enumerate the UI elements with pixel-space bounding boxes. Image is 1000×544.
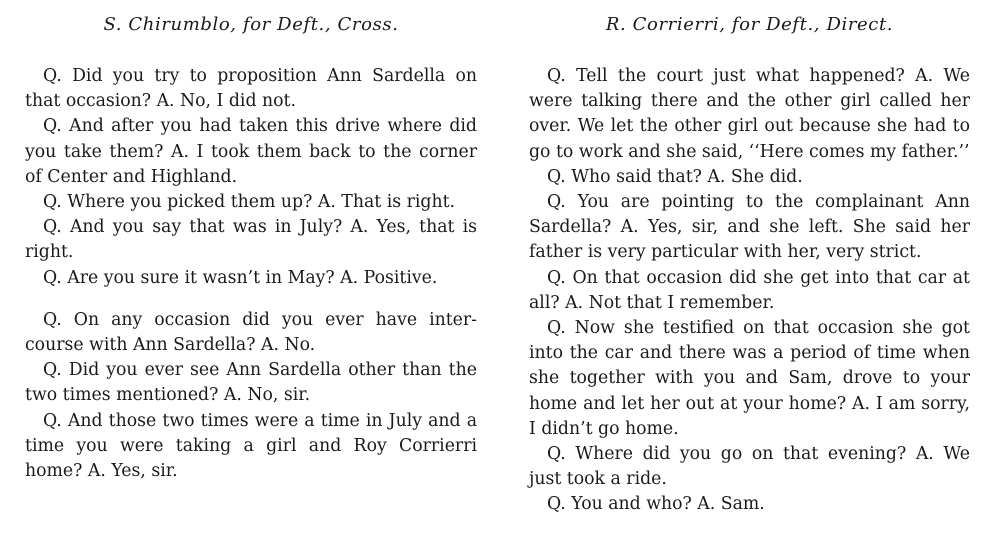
testimony-paragraph: Q. Are you sure it wasn’t in May? A. Positive. [43, 267, 438, 288]
right-column-body [529, 64, 970, 518]
left-column-body [25, 64, 477, 484]
left-column-heading: S. Chirumblo, for Deft., Cross. [103, 14, 399, 35]
testimony-paragraph: Q. You are pointing to the complainant Ann Sardella? A. Yes, sir, and she left. She said her father is very particular with her, very strict. [529, 192, 970, 263]
testimony-paragraph: Q. Did you ever see Ann Sardella other than the two times mentioned? A. No, sir. [25, 360, 477, 406]
right-column-heading: R. Corrierri, for Deft., Direct. [605, 14, 894, 35]
testimony-paragraph: Q. And those two times were a time in July and a time you were taking a girl and Roy Corrierri home? A. Yes, sir. [25, 410, 477, 482]
testimony-paragraph: Q. Where you picked them up? A. That is right. [43, 192, 456, 213]
testimony-paragraph: Q. On any occasion did you ever have intercourse with Ann Sardella? A. No. [25, 309, 477, 356]
testimony-paragraph: Q. Tell the court just what happened? A. We were talking there and the other girl called her over. We let the other girl out because she had to go to work and she said, ‘‘Here comes my father.’’ [529, 66, 970, 162]
testimony-paragraph: Q. And after you had taken this drive where did you take them? A. I took them back to the corner of Center and Highland. [25, 116, 477, 187]
testimony-paragraph: Q. On that occasion did she get into that car at all? A. Not that I remember. [529, 267, 970, 313]
testimony-paragraph: Q. Where did you go on that evening? A. We just took a ride. [529, 444, 970, 490]
testimony-paragraph: Q. And you say that was in July? A. Yes, that is right. [25, 217, 477, 263]
testimony-paragraph: Q. Now she testified on that occasion she got into the car and there was a period of time when she together with you and Sam, drove to your home and let her out at your home? A. I am sorry, I didn’t go home. [529, 318, 970, 439]
testimony-paragraph: Q. Who said that? A. She did. [547, 166, 803, 187]
testimony-paragraph: Q. You and who? A. Sam. [547, 494, 765, 515]
testimony-paragraph: Q. Did you try to proposition Ann Sardella on that occasion? A. No, I did not. [25, 66, 477, 112]
